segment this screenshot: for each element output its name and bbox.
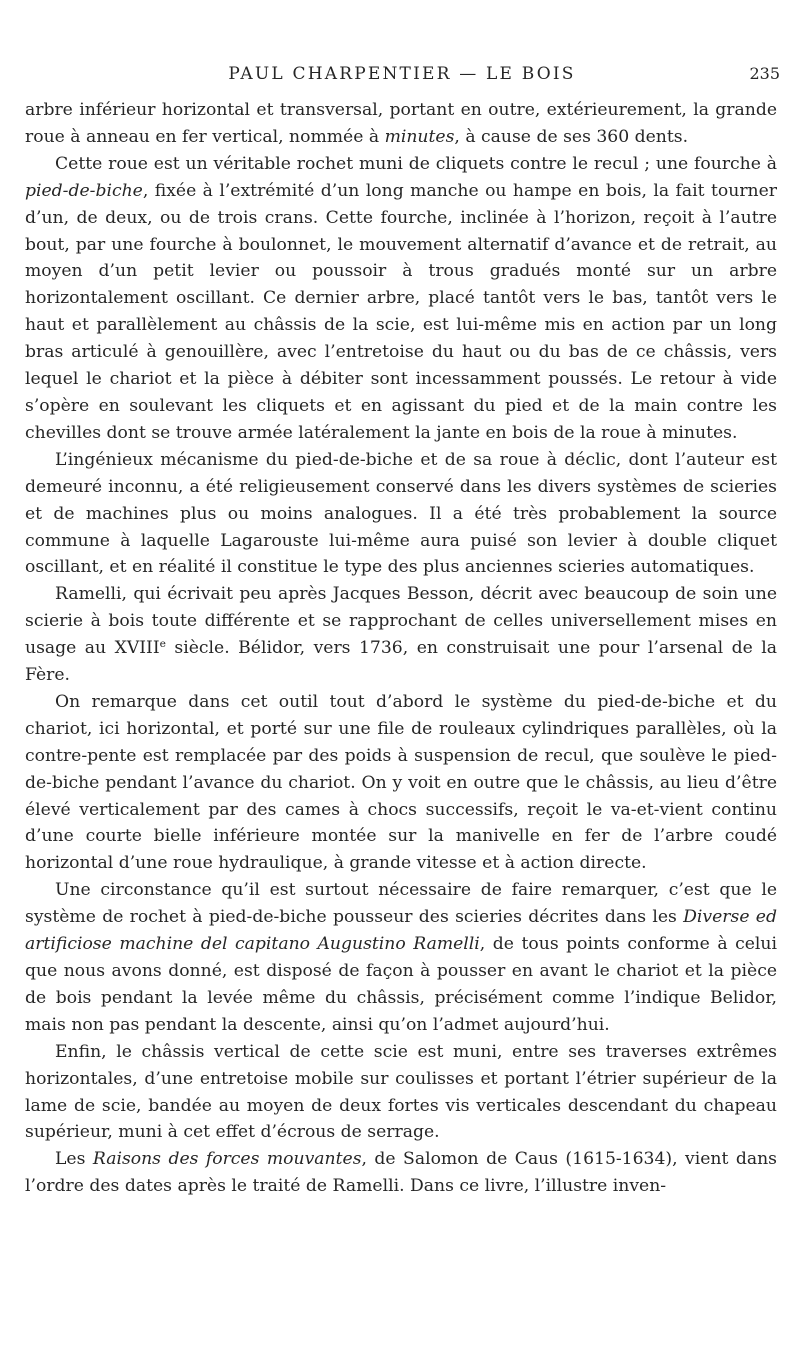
text-run: L’ingénieux mécanisme du pied-de-biche et de sa roue à déclic, dont l’auteur est demeuré inconnu, a été religieusement conservé dans les divers systèmes de scieries et de machines plus ou moins analogues. Il a été très probablement la source commune à laquelle Lagarouste lui-même aura puisé son levier à double cliquet oscillant, et en réalité il constitue le type des plus anciennes scieries automatiques. — [25, 449, 777, 578]
text-run: On remarque dans cet outil tout d’abord le système du pied-de-biche et du chariot, ici horizontal, et porté sur une file de rouleaux cylindriques parallèles, où la contre-pente est remplacée par des poids à suspension de recul, que soulève le pied-de-biche pendant l’avance du chariot. On y voit en outre que le châssis, au lieu d’être élevé verticalement par des cames à chocs successifs, reçoit le va-et-vient continu d’une courte bielle inférieure montée sur la manivelle en fer de l’arbre coudé horizontal d’une roue hydraulique, à grande vitesse et à action directe. — [25, 691, 777, 874]
paragraph — [25, 581, 777, 689]
paragraph — [25, 877, 777, 1038]
italic-text: minutes — [384, 126, 455, 147]
paragraph — [25, 97, 777, 151]
running-header — [24, 62, 780, 88]
italic-text: pied-de-biche — [25, 180, 143, 201]
paragraph — [25, 151, 777, 447]
paragraph — [25, 1146, 777, 1200]
text-run: arbre inférieur horizontal et transversal, portant en outre, extérieurement, la grande roue à anneau en fer vertical, nommée à — [25, 100, 777, 147]
running-title: PAUL CHARPENTIER — LE BOIS — [228, 64, 576, 84]
text-run: , de Salomon de Caus (1615-1634), vient dans l’ordre des dates après le traité de Ramelli. Dans ce livre, l’illustre inven- — [25, 1149, 777, 1197]
text-run: , à cause de ses 360 dents. — [454, 126, 689, 147]
page-number: 235 — [749, 64, 780, 83]
text-run: Ramelli, qui écrivait peu après Jacques Besson, décrit avec beaucoup de soin une scierie à bois toute différente et se rapprochant de celles universellement mises en usage au XVIII — [25, 584, 777, 659]
text-run: siècle. Bélidor, vers 1736, en construisait une pour l’arsenal de la Fère. — [25, 638, 777, 686]
superscript-text: e — [159, 637, 166, 651]
paragraph — [25, 689, 777, 877]
body-text — [25, 97, 777, 1200]
text-run: , de tous points conforme à celui que nous avons donné, est disposé de façon à pousser en avant le chariot et la pièce de bois pendant la levée même du châssis, précisément comme l’indique Belidor, mais non pas pendant la descente, ainsi qu’on l’admet aujourd’hui. — [25, 934, 777, 1035]
text-run: Enfin, le châssis vertical de cette scie est muni, entre ses traverses extrêmes horizontales, d’une entretoise mobile sur coulisses et portant l’étrier supérieur de la lame de scie, bandée au moyen de deux fortes vis verticales descendant du chapeau supérieur, muni à cet effet d’écrous de serrage. — [25, 1041, 777, 1143]
text-run: Les — [55, 1149, 93, 1170]
text-run: Cette roue est un véritable rochet muni de cliquets contre le recul ; une fourche à — [55, 153, 777, 174]
text-run: Une circonstance qu’il est surtout nécessaire de faire remarquer, c’est que le système de rochet à pied-de-biche pousseur des scieries décrites dans les — [25, 880, 777, 928]
paragraph — [25, 447, 777, 582]
text-run: , fixée à l’extrémité d’un long manche ou hampe en bois, la fait tourner d’un, de deux, ou de trois crans. Cette fourche, inclinée à l’horizon, reçoit à l’autre bout, par une fourche à boulonnet, le mouvement alternatif d’avance et de retrait, au moyen d’un petit levier ou poussoir à trous gradués monté sur un arbre horizontalement oscillant. Ce dernier arbre, placé tantôt vers le bas, tantôt vers le haut et parallèlement au châssis de la scie, est lui-même mis en action par un long bras articulé à genouillère, avec l’entretoise du haut ou du bas de ce châssis, vers lequel le chariot et la pièce à débiter sont incessamment poussés. Le retour à vide s’opère en soulevant les cliquets et en agissant du pied et de la main contre les chevilles dont se trouve armée latéralement la jante en bois de la roue à minutes. — [25, 180, 777, 443]
paragraph — [25, 1039, 777, 1147]
italic-text: Raisons des forces mouvantes — [92, 1149, 362, 1170]
italic-text: Diverse ed artificiose machine del capitano Augustino Ramelli — [25, 907, 777, 955]
